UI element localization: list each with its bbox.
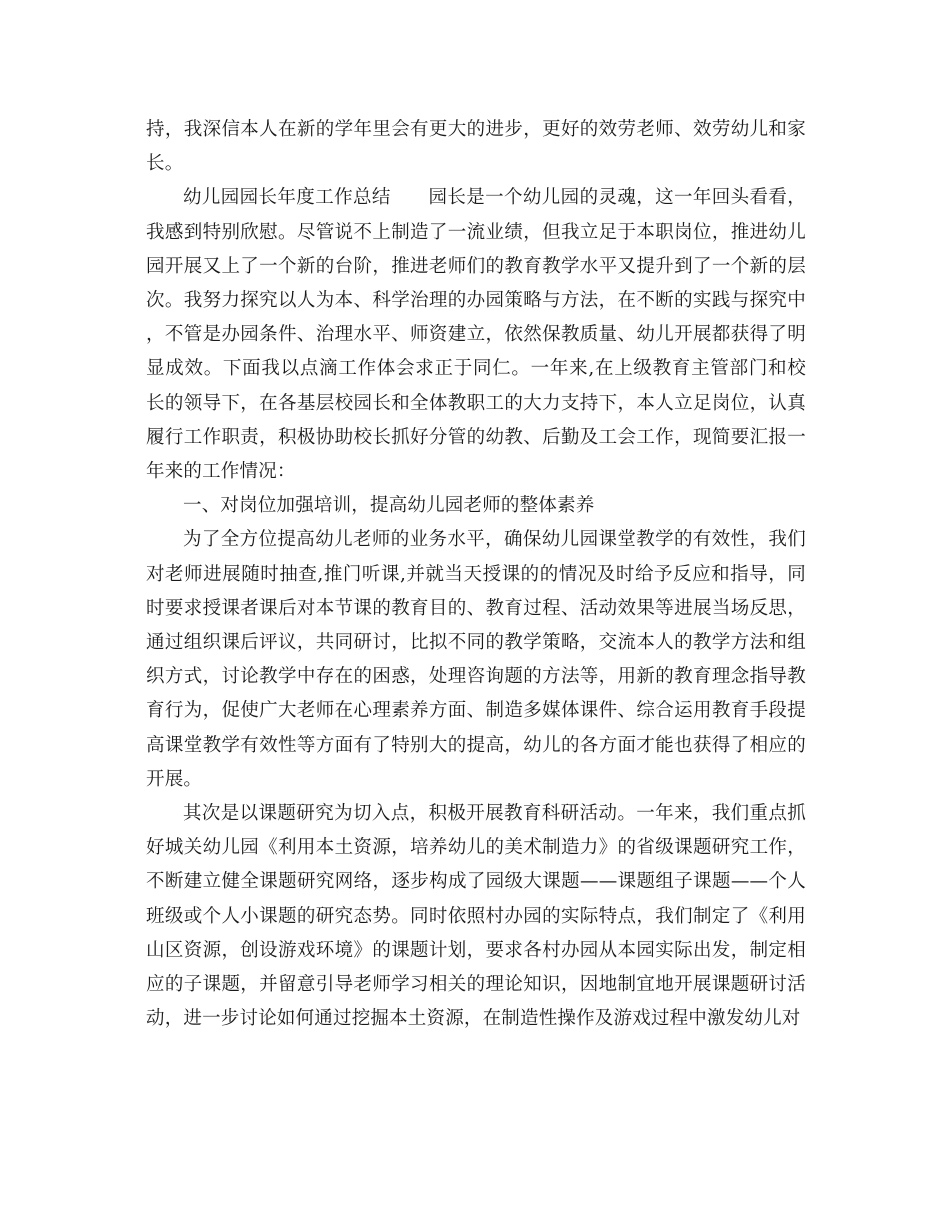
paragraph-summary-intro: 幼儿园园长年度工作总结 园长是一个幼儿园的灵魂，这一年回头看看，我感到特别欣慰。尽管说不上制造了一流业绩，但我立足于本职岗位，推进幼儿园开展又上了一个新的台阶，推进老师们的教育教学水平又提升到了一个新的层次。我努力探究以人为本、科学治理的办园策略与方法，在不断的实践与探究中，不管是办园条件、治理水平、师资建立，依然保教质量、幼儿开展都获得了明显成效。下面我以点滴工作体会求正于同仁。一年来,在上级教育主管部门和校长的领导下，在各基层校园长和全体教职工的大力支持下，本人立足岗位，认真履行工作职责，积极协助校长抓好分管的幼教、后勤及工会工作，现简要汇报一年来的工作情况： [146, 187, 806, 483]
paragraph-research: 其次是以课题研究为切入点，积极开展教育科研活动。一年来，我们重点抓好城关幼儿园《利用本土资源，培养幼儿的美术制造力》的省级课题研究工作，不断建立健全课题研究网络，逐步构成了园级大课题——课题组子课题——个人班级或个人小课题的研究态势。同时依照村办园的实际特点，我们制定了《利用山区资源，创设游戏环境》的课题计划，要求各村办园从本园实际出发，制定相应的子课题，并留意引导老师学习相关的理论知识，因地制宜地开展课题研讨活动，进一步讨论如何通过挖掘本土资源，在制造性操作及游戏过程中激发幼儿对 [146, 803, 806, 1030]
section-heading-training: 一、对岗位加强培训，提高幼儿园老师的整体素养 [183, 495, 595, 517]
paragraph-teaching-quality: 为了全方位提高幼儿老师的业务水平，确保幼儿园课堂教学的有效性，我们对老师进展随时抽查,推门听课,并就当天授课的的情况及时给予反应和指导，同时要求授课者课后对本节课的教育目的、教育过程、活动效果等进展当场反思，通过组织课后评议，共同研讨，比拟不同的教学策略，交流本人的教学方法和组织方式，讨论教学中存在的困惑，处理咨询题的方法等，用新的教育理念指导教育行为，促使广大老师在心理素养方面、制造多媒体课件、综合运用教育手段提高课堂教学有效性等方面有了特别大的提高，幼儿的各方面才能也获得了相应的开展。 [146, 529, 806, 790]
paragraph-continuation: 持，我深信本人在新的学年里会有更大的进步，更好的效劳老师、效劳幼儿和家长。 [146, 119, 806, 175]
document-body [146, 113, 806, 1036]
